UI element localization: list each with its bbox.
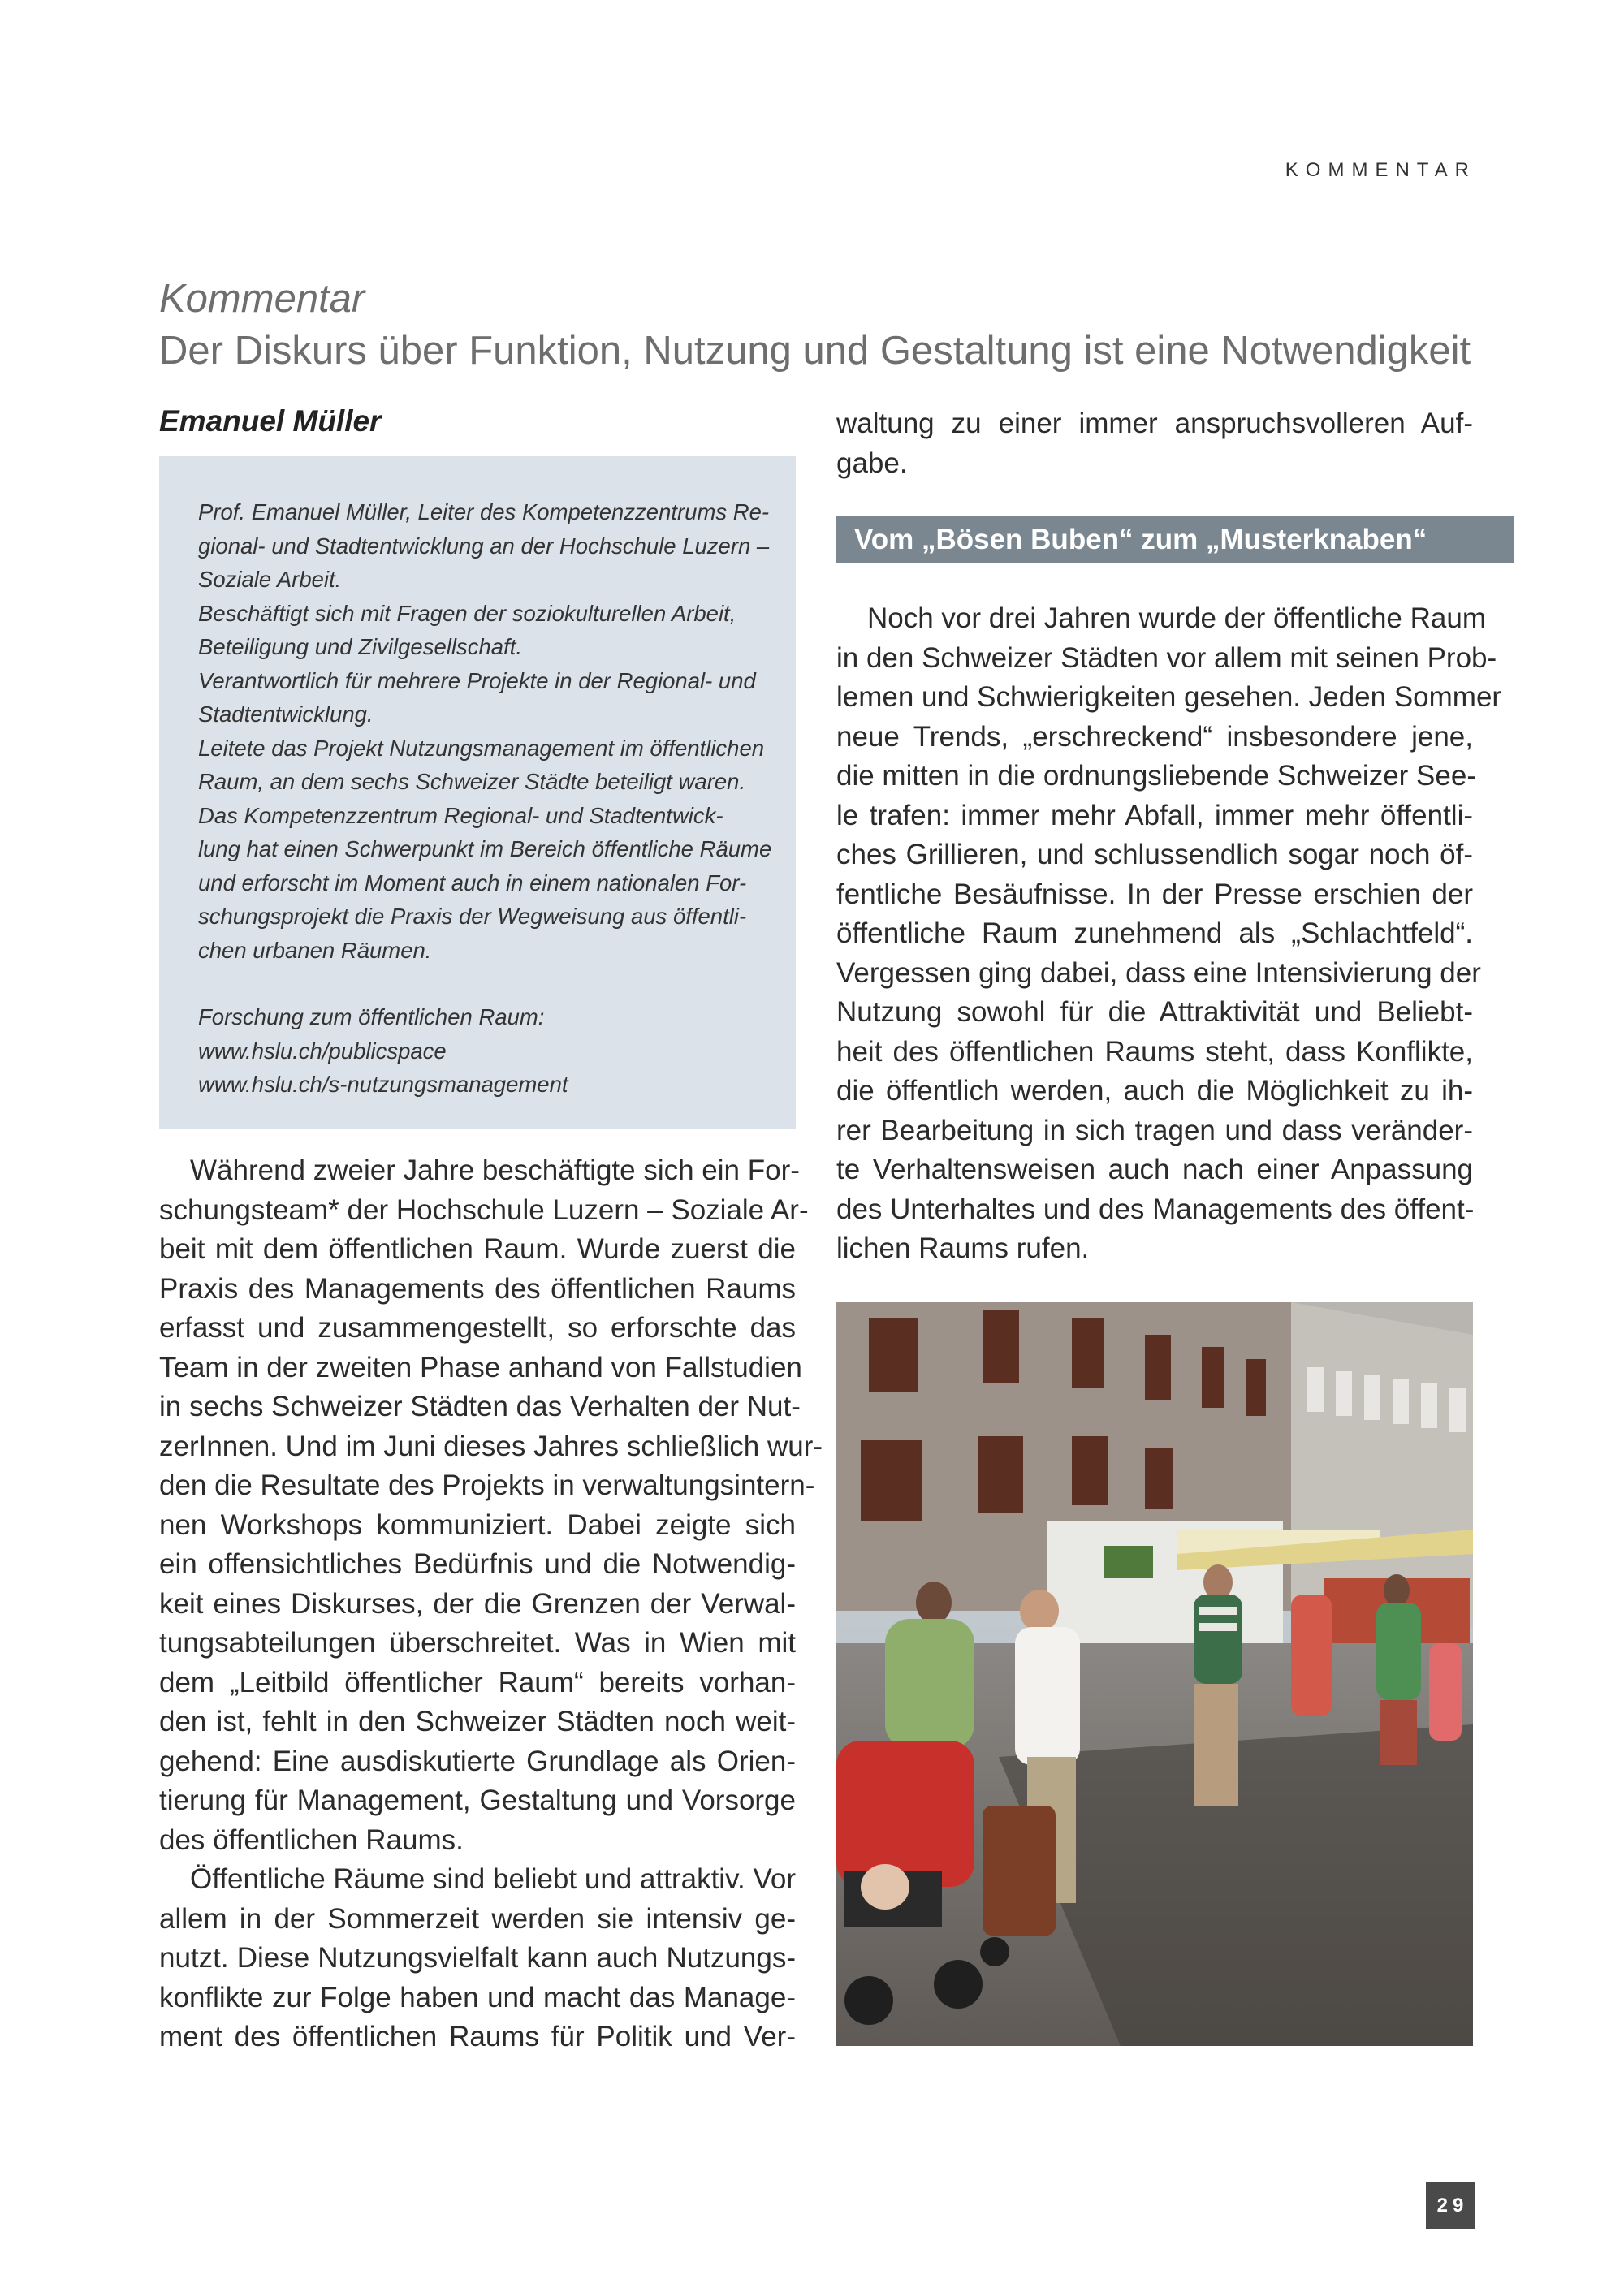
body-line: Praxis des Managements des öffentlichen Raums [159, 1272, 796, 1305]
body-line: beit mit dem öffentlichen Raum. Wurde zuerst die [159, 1233, 796, 1265]
body-line: des öffentlichen Raums. [159, 1823, 464, 1856]
body-line: Vergessen ging dabei, dass eine Intensivierung der [836, 956, 1481, 989]
right-column-body [836, 599, 1502, 1269]
body-line: Team in der zweiten Phase anhand von Fallstudien [159, 1351, 802, 1383]
section-kicker: Kommentar [159, 277, 365, 321]
body-line: neue Trends, „erschreckend“ insbesondere jene, [836, 720, 1473, 753]
body-line: ein offensichtliches Bedürfnis und die Notwendig- [159, 1548, 796, 1580]
body-line: des Unterhaltes und des Managements des öffent- [836, 1193, 1475, 1225]
body-line: erfasst und zusammengestellt, so erforschte das [159, 1312, 796, 1344]
running-head: KOMMENTAR [1285, 159, 1476, 181]
body-line: in sechs Schweizer Städten das Verhalten der Nut- [159, 1391, 801, 1422]
body-line: zerInnen. Und im Juni dieses Jahres schließlich wur- [159, 1430, 823, 1462]
left-column-body [159, 1151, 823, 2057]
body-line: lemen und Schwierigkeiten gesehen. Jeden Sommer [836, 681, 1502, 713]
bio-line: Beteiligung und Zivilgesellschaft. [198, 634, 522, 659]
body-line: fentliche Besäufnisse. In der Presse erschien der [836, 878, 1473, 910]
bio-line: Leitete das Projekt Nutzungsmanagement im öffentlichen [198, 735, 765, 761]
bio-line: Soziale Arbeit. [198, 567, 342, 592]
body-line: Noch vor drei Jahren wurde der öffentliche Raum [867, 602, 1486, 634]
page-number: 29 [1426, 2182, 1475, 2229]
bio-line: Verantwortlich für mehrere Projekte in der Regional- und [198, 667, 756, 693]
body-line: waltung zu einer immer anspruchsvolleren Auf- [836, 408, 1473, 439]
bio-line: und erforscht im Moment auch in einem nationalen For- [198, 870, 747, 896]
bio-line: Stadtentwicklung. [198, 701, 374, 727]
body-line: öffentliche Raum zunehmend als „Schlachtfeld“. [836, 917, 1473, 949]
body-line: tungsabteilungen überschreitet. Was in Wien mit [159, 1627, 796, 1659]
body-line: heit des öffentlichen Raums steht, dass Konflikte, [836, 1035, 1473, 1068]
research-label: Forschung zum öffentlichen Raum: [198, 1004, 545, 1029]
body-line: in den Schweizer Städten vor allem mit seinen Prob- [836, 641, 1497, 674]
right-column-continuation [836, 404, 1473, 483]
body-line: allem in der Sommerzeit werden sie intensiv ge- [159, 1902, 796, 1935]
body-line: die öffentlich werden, auch die Möglichkeit zu ih- [836, 1075, 1473, 1107]
section-subheading: Vom „Bösen Buben“ zum „Musterknaben“ [836, 516, 1514, 563]
body-line: den ist, fehlt in den Schweizer Städten noch weit- [159, 1706, 796, 1737]
street-market-photo [836, 1302, 1473, 2046]
body-line: gabe. [836, 447, 908, 479]
bio-line: gional- und Stadtentwicklung an der Hochschule Luzern – [198, 533, 770, 559]
body-line: die mitten in die ordnungsliebende Schweizer See- [836, 760, 1476, 792]
research-link-publicspace[interactable]: www.hslu.ch/publicspace [198, 1038, 447, 1064]
bio-line: chen urbanen Räumen. [198, 937, 432, 963]
body-line: nutzt. Diese Nutzungsvielfalt kann auch Nutzungs- [159, 1942, 796, 1974]
body-line: Öffentliche Räume sind beliebt und attraktiv. Vor [190, 1863, 796, 1895]
body-line: ches Grillieren, und schlussendlich sogar noch öf- [836, 839, 1473, 870]
body-line: schungsteam* der Hochschule Luzern – Soziale Ar- [159, 1193, 809, 1226]
author-bio-box [159, 456, 796, 1129]
body-line: Nutzung sowohl für die Attraktivität und Beliebt- [836, 996, 1473, 1028]
title-block [159, 273, 1491, 377]
body-line: ment des öffentlichen Raums für Politik und Ver- [159, 2021, 796, 2052]
body-line: le trafen: immer mehr Abfall, immer mehr öffentli- [836, 799, 1473, 831]
article-headline: Der Diskurs über Funktion, Nutzung und Gestaltung ist eine Notwendigkeit [159, 329, 1471, 373]
bio-line: schungsprojekt die Praxis der Wegweisung aus öffentli- [198, 904, 747, 929]
body-line: den die Resultate des Projekts in verwaltungsintern- [159, 1470, 815, 1501]
body-line: keit eines Diskurses, der die Grenzen der Verwal- [159, 1587, 796, 1620]
bio-line: Raum, an dem sechs Schweizer Städte beteiligt waren. [198, 769, 746, 794]
bio-line: Das Kompetenzzentrum Regional- und Stadtentwick- [198, 802, 723, 828]
author-name: Emanuel Müller [159, 404, 382, 438]
body-line: te Verhaltensweisen auch nach einer Anpassung [836, 1154, 1473, 1185]
body-line: Während zweier Jahre beschäftigte sich ein For- [190, 1154, 800, 1186]
body-line: tierung für Management, Gestaltung und Vorsorge [159, 1785, 796, 1816]
body-line: konflikte zur Folge haben und macht das Manage- [159, 1981, 796, 2013]
body-line: gehend: Eine ausdiskutierte Grundlage als Orien- [159, 1745, 796, 1777]
research-link-nutzungsmanagement[interactable]: www.hslu.ch/s-nutzungsmanagement [198, 1072, 568, 1097]
body-line: lichen Raums rufen. [836, 1232, 1090, 1264]
body-line: dem „Leitbild öffentlicher Raum“ bereits vorhan- [159, 1666, 796, 1698]
bio-line: Prof. Emanuel Müller, Leiter des Kompetenzzentrums Re- [198, 499, 770, 524]
body-line: nen Workshops kommuniziert. Dabei zeigte sich [159, 1508, 796, 1541]
bio-line: lung hat einen Schwerpunkt im Bereich öffentliche Räume [198, 836, 772, 861]
body-line: rer Bearbeitung in sich tragen und dass veränder- [836, 1114, 1473, 1146]
bio-line: Beschäftigt sich mit Fragen der soziokulturellen Arbeit, [198, 600, 736, 626]
